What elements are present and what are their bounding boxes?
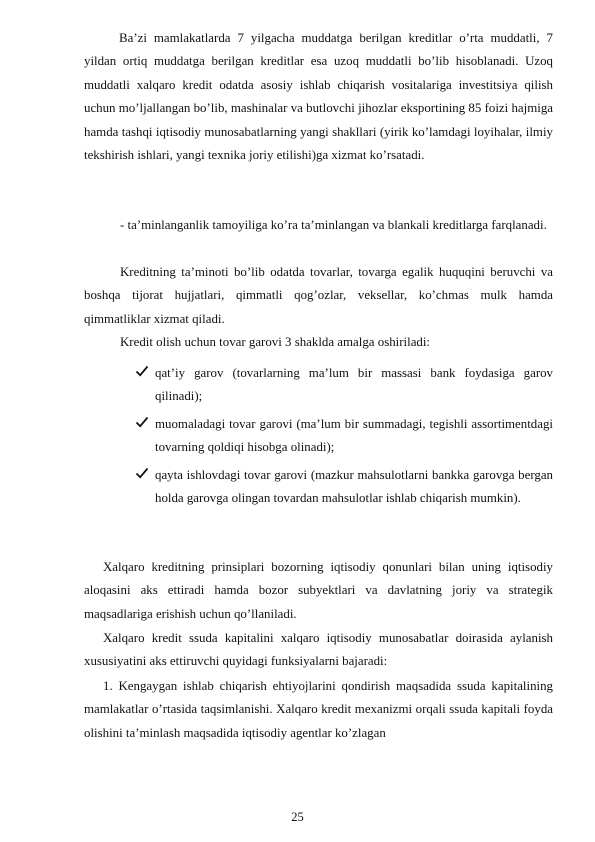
paragraph-pledge-forms: Kredit olish uchun tovar garovi 3 shaklda amalga oshiriladi: [120,335,431,349]
paragraph-security-principle: - ta’minlanganlik tamoyiliga ko’ra ta’minlangan va blankali kreditlarga farqlanadi. [120,218,547,232]
paragraph-loan-terms: Ba’zi mamlakatlarda 7 yilgacha muddatga berilgan kreditlar o’rta muddatli, 7 yildan ortiq muddatga berilgan kreditlar esa uzoq muddatli bo’lib hisoblanadi. Uzoq muddatli xalqaro kredit odatda asosiy ishlab chiqarish vositalariga investitsiya qilish uchun mo’ljallangan bo’lib, mashinalar va butlovchi jihozlar eksportining 85 foizi hajmiga hamda tashqi iqtisodiy munosabatlarning yangi shakllari (yirik ko’lamdagi loyihalar, ilmiy tekshirish ishlari, yangi texnika joriy etilishi)ga xizmat ko’rsatadi. [84,31,553,163]
checkmark-icon [135,466,149,480]
list-item-text: qat’iy garov (tovarlarning ma’lum bir massasi bank foydasiga garov qilinadi); [155,366,553,404]
paragraph-function-one: 1. Kengaygan ishlab chiqarish ehtiyojlarini qondirish maqsadida ssuda kapitalining mamlakatlar o’rtasida taqsimlanishi. Xalqaro kredit mexanizmi orqali ssuda kapitali foyda olishini ta’minlash maqsadida iqtisodiy agentlar ko’zlagan [84,679,553,740]
checkmark-icon [135,364,149,378]
list-item [84,464,553,511]
paragraph-principles: Xalqaro kreditning prinsiplari bozorning iqtisodiy qonunlari bilan uning iqtisodiy aloqasini aks ettiradi hamda bozor subyektlari va davlatning joriy va strategik maqsadlariga erishish uchun qo’llaniladi. [84,560,553,621]
list-item-text: muomaladagi tovar garovi (ma’lum bir summadagi, tegishli assortimentdagi tovarning qoldiqi hisobga olinadi); [155,416,553,455]
list-item [84,413,553,460]
paragraph-functions: Xalqaro kredit ssuda kapitalini xalqaro iqtisodiy munosabatlar doirasida aylanish xususiyatini aks ettiruvchi quyidagi funksiyalarni bajaradi: [84,631,553,669]
checkmark-icon [135,415,149,429]
list-item-text: qayta ishlovdagi tovar garovi (mazkur mahsulotlarni bankka garovga bergan holda garovga olingan tovardan mahsulotlar ishlab chiqarish mumkin). [155,467,553,506]
list-item [84,362,553,409]
paragraph-collateral: Kreditning ta’minoti bo’lib odatda tovarlar, tovarga egalik huquqini beruvchi va boshqa tijorat hujjatlari, qimmatli qog’ozlar, veksellar, ko’chmas mulk hamda qimmatliklar xizmat qiladi. [84,265,553,326]
page-number: 25 [291,810,304,824]
pledge-forms-list [84,362,553,514]
